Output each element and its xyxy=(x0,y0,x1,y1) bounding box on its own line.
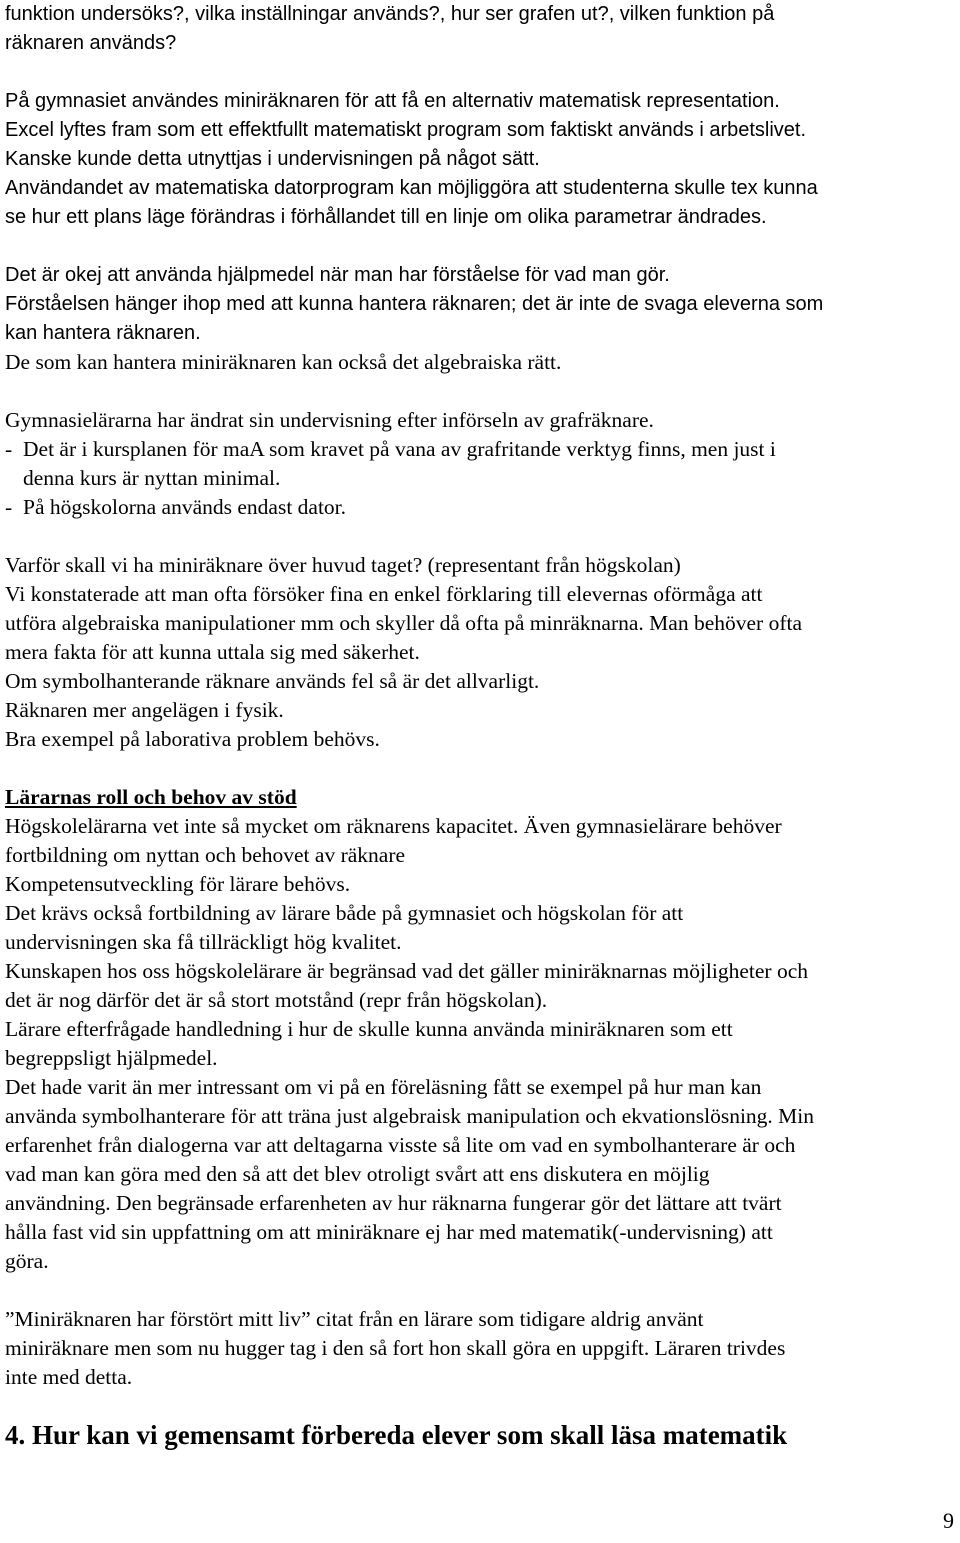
text-line: Excel lyftes fram som ett effektfullt matematiskt program som faktiskt används i arbetslivet. xyxy=(5,119,807,141)
text-line: hålla fast vid sin uppfattning om att miniräknare ej har med matematik(-undervisning) att xyxy=(5,1220,773,1244)
paragraph-varfor xyxy=(5,551,957,754)
text-line: Varför skall vi ha miniräknare över huvud taget? (representant från högskolan) xyxy=(5,553,681,577)
text-line: Det hade varit än mer intressant om vi på en föreläsning fått se exempel på hur man kan xyxy=(5,1075,762,1099)
text-line: ”Miniräknaren har förstört mitt liv” citat från en lärare som tidigare aldrig använt xyxy=(5,1307,704,1331)
text-line: se hur ett plans läge förändras i förhållandet till en linje om olika parametrar ändrades. xyxy=(5,206,767,228)
section-4-heading: 4. Hur kan vi gemensamt förbereda elever som skall läsa matematik xyxy=(5,1420,788,1450)
text-line: På högskolorna används endast dator. xyxy=(23,495,347,519)
section-heading: Lärarnas roll och behov av stöd xyxy=(5,785,297,809)
text-line: erfarenhet från dialogerna var att deltagarna visste så lite om vad en symbolhanterare är och xyxy=(5,1133,796,1157)
document-page xyxy=(5,0,957,1452)
text-line: inte med detta. xyxy=(5,1365,133,1389)
spacer xyxy=(5,522,957,551)
text-line: Kompetensutveckling för lärare behövs. xyxy=(5,872,351,896)
text-line: Det är i kursplanen för maA som kravet på vana av grafritande verktyg finns, men just i xyxy=(23,437,776,461)
spacer xyxy=(5,754,957,783)
paragraph-gymnasiet xyxy=(5,87,957,232)
text-line: göra. xyxy=(5,1249,49,1273)
text-line: De som kan hantera miniräknaren kan också det algebraiska rätt. xyxy=(5,350,562,374)
page-number: 9 xyxy=(943,1508,954,1533)
text-line: Kanske kunde detta utnyttjas i undervisningen på något sätt. xyxy=(5,148,540,170)
text-line: mera fakta för att kunna uttala sig med säkerhet. xyxy=(5,640,420,664)
text-line: Räknaren mer angelägen i fysik. xyxy=(5,698,284,722)
text-line: begreppsligt hjälpmedel. xyxy=(5,1046,218,1070)
text-line: vad man kan göra med den så att det blev otroligt svårt att ens diskutera en möjlig xyxy=(5,1162,710,1186)
text-line: det är nog därför det är så stort motstånd (repr från högskolan). xyxy=(5,988,548,1012)
text-line: Användandet av matematiska datorprogram kan möjliggöra att studenterna skulle tex kunna xyxy=(5,177,818,199)
text-line: Om symbolhanterande räknare används fel så är det allvarligt. xyxy=(5,669,540,693)
spacer xyxy=(5,377,957,406)
spacer xyxy=(5,1276,957,1305)
paragraph-quote xyxy=(5,1305,957,1392)
text-line: På gymnasiet användes miniräknaren för att få en alternativ matematisk representation. xyxy=(5,90,780,112)
text-line: Vi konstaterade att man ofta försöker fina en enkel förklaring till elevernas oförmåga att xyxy=(5,582,763,606)
text-line: kan hantera räknaren. xyxy=(5,322,201,344)
dash-list-item xyxy=(5,493,957,522)
paragraph-gymnasielararna xyxy=(5,406,957,522)
spacer xyxy=(5,58,957,87)
text-line: Högskolelärarna vet inte så mycket om räknarens kapacitet. Även gymnasielärare behöver xyxy=(5,814,782,838)
text-line: utföra algebraiska manipulationer mm och skyller då ofta på minräknarna. Man behöver ofta xyxy=(5,611,803,635)
paragraph-lararnas-roll xyxy=(5,812,957,1276)
dash-bullet: - xyxy=(5,437,13,461)
text-line: Det krävs också fortbildning av lärare både på gymnasiet och högskolan för att xyxy=(5,901,684,925)
text-line: Förståelsen hänger ihop med att kunna hantera räknaren; det är inte de svaga eleverna som xyxy=(5,293,824,315)
text-line: undervisningen ska få tillräckligt hög kvalitet. xyxy=(5,930,402,954)
text-line: Bra exempel på laborativa problem behövs. xyxy=(5,727,380,751)
dash-bullet: - xyxy=(5,495,13,519)
text-line: Gymnasielärarna har ändrat sin undervisning efter införseln av grafräknare. xyxy=(5,408,654,432)
spacer xyxy=(5,232,957,261)
text-line: miniräknare men som nu hugger tag i den så fort hon skall göra en uppgift. Läraren trivdes xyxy=(5,1336,786,1360)
dash-list-item xyxy=(5,435,957,493)
text-line: funktion undersöks?, vilka inställningar används?, hur ser grafen ut?, vilken funktion på xyxy=(5,3,775,25)
paragraph-hjalpmedel xyxy=(5,261,957,377)
paragraph-question-list xyxy=(5,0,957,58)
text-line: denna kurs är nyttan minimal. xyxy=(23,466,281,490)
text-line: räknaren används? xyxy=(5,32,177,54)
text-line: Lärare efterfrågade handledning i hur de skulle kunna använda miniräknaren som ett xyxy=(5,1017,733,1041)
text-line: använda symbolhanterare för att träna just algebraisk manipulation och ekvationslösning. Min xyxy=(5,1104,815,1128)
text-line: fortbildning om nyttan och behovet av räknare xyxy=(5,843,406,867)
text-line: användning. Den begränsade erfarenheten av hur räknarna fungerar gör det lättare att tvärt xyxy=(5,1191,782,1215)
text-line: Kunskapen hos oss högskolelärare är begränsad vad det gäller miniräknarnas möjligheter och xyxy=(5,959,809,983)
text-line: Det är okej att använda hjälpmedel när man har förståelse för vad man gör. xyxy=(5,264,670,286)
